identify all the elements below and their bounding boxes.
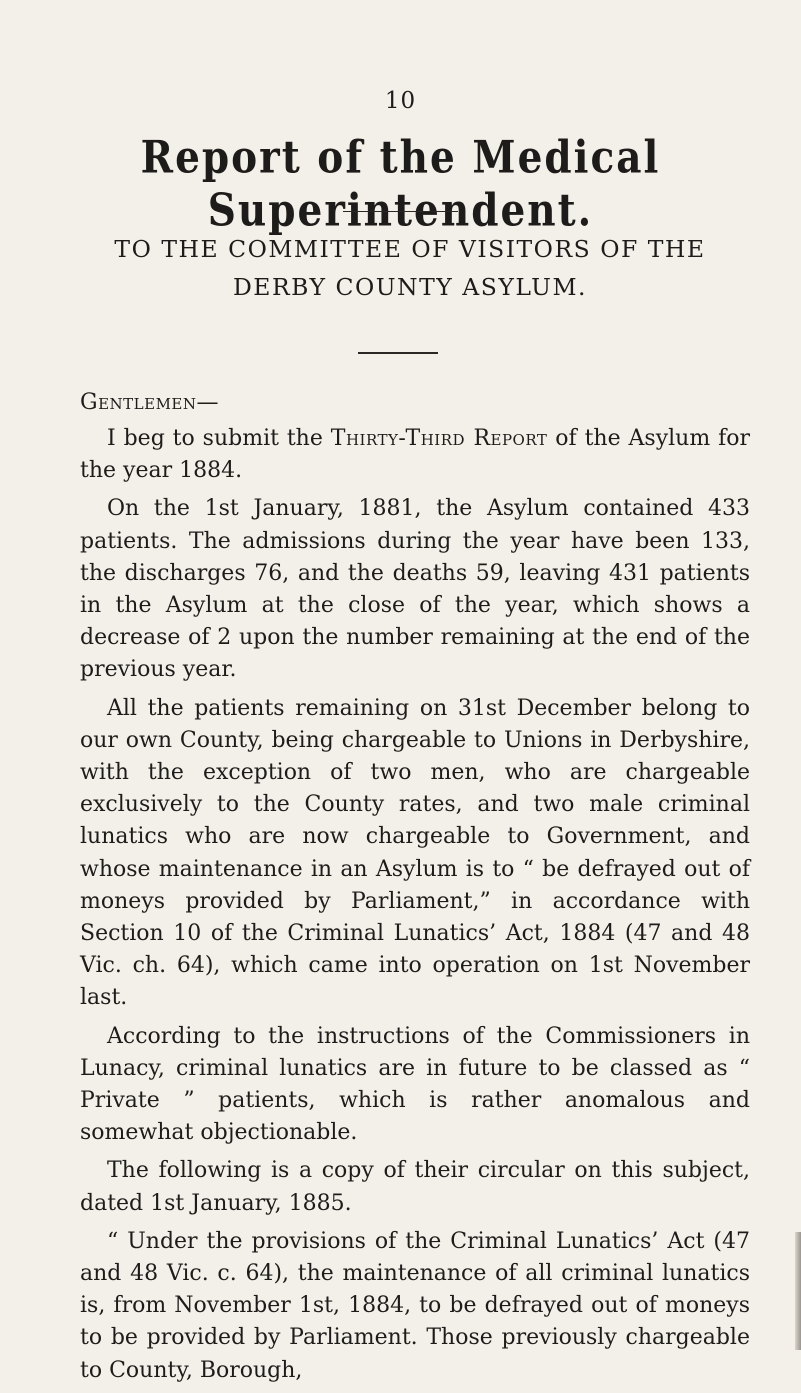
salutation: Gentlemen— — [80, 390, 219, 415]
paragraph-1-text-a: I beg to submit the — [107, 426, 331, 451]
paragraph-4: According to the instructions of the Commissioners in Lunacy, criminal lunatics are in future to be classed as “ Private ” patients, which is rather anomalous and somewhat objectionable. — [80, 1023, 750, 1146]
paragraph-2: On the 1st January, 1881, the Asylum contained 433 patients. The admissions during the year have been 133, the discharges 76, and the deaths 59, leaving 431 patients in the Asylum at the close of the year, which shows a decrease of 2 upon the number remaining at the end of the previous year. — [80, 496, 750, 683]
page-edge-shadow — [795, 1232, 801, 1350]
paragraph-3: All the patients remaining on 31st December belong to our own County, being chargeable to Unions in Derbyshire, with the exception of two men, who are chargeable exclusively to the County rates, and two male criminal lunatics who are now chargeable to Government, and whose maintenance in an Asylum is to “ be defrayed out of moneys provided by Parliament,” in accordance with Section 10 of the Criminal Lunatics’ Act, 1884 (47 and 48 Vic. ch. 64), which came into operation on 1st November last. — [80, 695, 750, 1011]
title-divider — [343, 211, 458, 212]
paragraph-1 — [80, 423, 750, 487]
heading-divider — [358, 352, 438, 354]
page-number: 10 — [384, 88, 417, 114]
paragraph-1-text-c: of the Asylum for the year 1884. — [80, 426, 750, 484]
report-number: Thirty-Third Report — [330, 426, 548, 451]
paragraph-5: The following is a copy of their circular on this subject, dated 1st January, 1885. — [80, 1158, 750, 1216]
committee-heading: TO THE COMMITTEE OF VISITORS OF THE DERBY COUNTY ASYLUM. — [114, 235, 706, 301]
page-title: Report of the Medical Superintendent. — [140, 131, 661, 237]
report-body — [80, 423, 750, 1393]
paragraph-6: “ Under the provisions of the Criminal Lunatics’ Act (47 and 48 Vic. c. 64), the maintenance of all criminal lunatics is, from November 1st, 1884, to be defrayed out of moneys to be provided by Parliament. Those previously chargeable to County, Borough, — [80, 1228, 750, 1383]
